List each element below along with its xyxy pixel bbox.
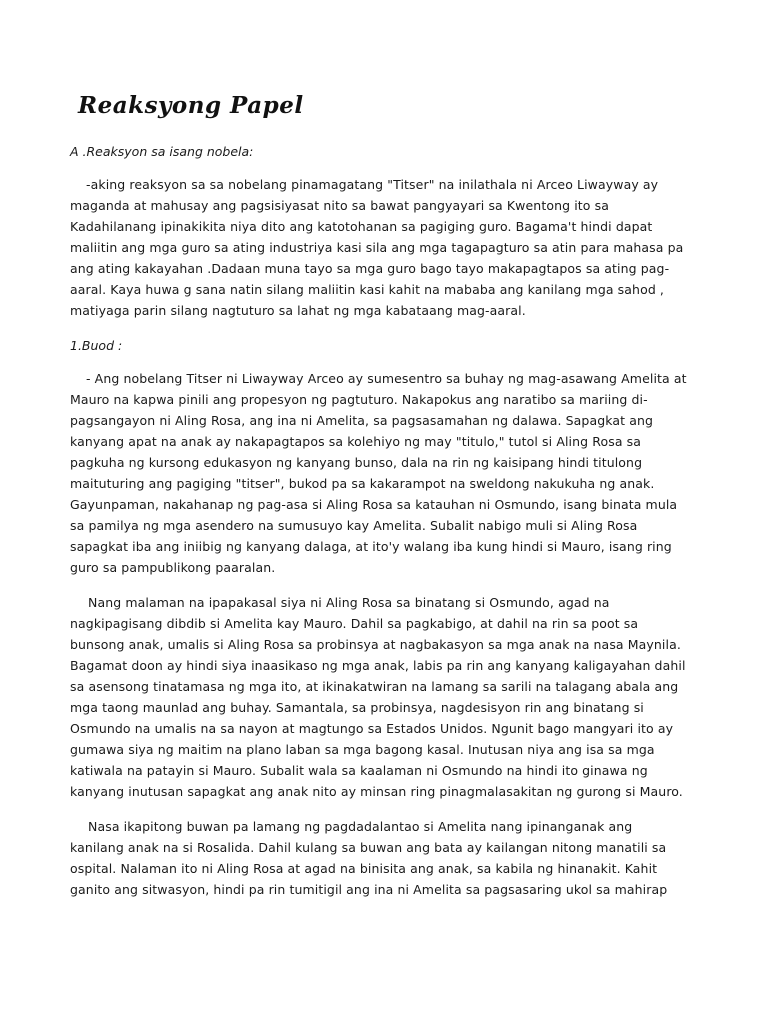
- section-a-heading: A .Reaksyon sa isang nobela:: [70, 144, 254, 159]
- document-title: Reaksyong Papel: [78, 92, 304, 119]
- summary-paragraph-1: - Ang nobelang Titser ni Liwayway Arceo ay sumesentro sa buhay ng mag-asawang Amelita at Mauro na kapwa pinili ang propesyon ng pagtuturo. Nakapokus ang naratibo sa mariing di-pagsangayon ni Aling Rosa, ang ina ni Amelita, sa pagsasamahan ng dalawa. Sapagkat ang kanyang apat na anak ay nakapagtapos sa kolehiyo ng may "titulo," tutol si Aling Rosa sa pagkuha ng kursong edukasyon ng kanyang bunso, dala na rin ng kaisipang hindi titulong maituturing ang pagiging "titser", bukod pa sa kakarampot na sweldong nakukuha ng anak. Gayunpaman, nakahanap ng pag-asa si Aling Rosa sa katauhan ni Osmundo, isang binata mula sa pamilya ng mga asendero na sumusuyo kay Amelita. Subalit nabigo muli si Aling Rosa sapagkat iba ang iniibig ng kanyang dalaga, at ito'y walang iba kung hindi si Mauro, isang ring guro sa pampublikong paaralan.: [70, 371, 687, 575]
- reaction-paragraph: -aking reaksyon sa sa nobelang pinamagatang "Titser" na inilathala ni Arceo Liwayway ay maganda at mahusay ang pagsisiyasat nito sa bawat pangyayari sa Kwentong ito sa Kadahilanang ipinakikita niya dito ang katotohanan sa pagiging guro. Bagama't hindi dapat maliitin ang mga guro sa ating industriya kasi sila ang mga tagapagturo sa atin para mahasa pa ang ating kakayahan .Dadaan muna tayo sa mga guro bago tayo makapagtapos sa ating pag-aaral. Kaya huwa g sana natin silang maliitin kasi kahit na mababa ang kanilang mga sahod , matiyaga parin silang nagtuturo sa lahat ng mga kabataang mag-aaral.: [70, 177, 684, 318]
- section-1-heading: 1.Buod :: [70, 338, 123, 353]
- summary-paragraph-2: Nang malaman na ipapakasal siya ni Aling Rosa sa binatang si Osmundo, agad na nagkipagisang dibdib si Amelita kay Mauro. Dahil sa pagkabigo, at dahil na rin sa poot sa bunsong anak, umalis si Aling Rosa sa probinsya at nagbakasyon sa mga anak na nasa Maynila. Bagamat doon ay hindi siya inaasikaso ng mga anak, labis pa rin ang kanyang kaligayahan dahil sa asensong tinatamasa ng mga ito, at ikinakatwiran na lamang sa sarili na talagang abala ang mga taong maunlad ang buhay. Samantala, sa probinsya, nagdesisyon rin ang binatang si Osmundo na umalis na sa nayon at magtungo sa Estados Unidos. Ngunit bago mangyari ito ay gumawa siya ng maitim na plano laban sa mga bagong kasal. Inutusan niya ang isa sa mga katiwala na patayin si Mauro. Subalit wala sa kaalaman ni Osmundo na hindi ito ginawa ng kanyang inutusan sapagkat ang anak nito ay minsan ring pinagmalasakitan ng gurong si Mauro.: [70, 595, 686, 799]
- summary-paragraph-3: Nasa ikapitong buwan pa lamang ng pagdadalantao si Amelita nang ipinanganak ang kanilang anak na si Rosalida. Dahil kulang sa buwan ang bata ay kailangan nitong manatili sa ospital. Nalaman ito ni Aling Rosa at agad na binisita ang anak, sa kabila ng hinanakit. Kahit ganito ang sitwasyon, hindi pa rin tumitigil ang ina ni Amelita sa pagsasaring ukol sa mahirap: [70, 819, 668, 897]
